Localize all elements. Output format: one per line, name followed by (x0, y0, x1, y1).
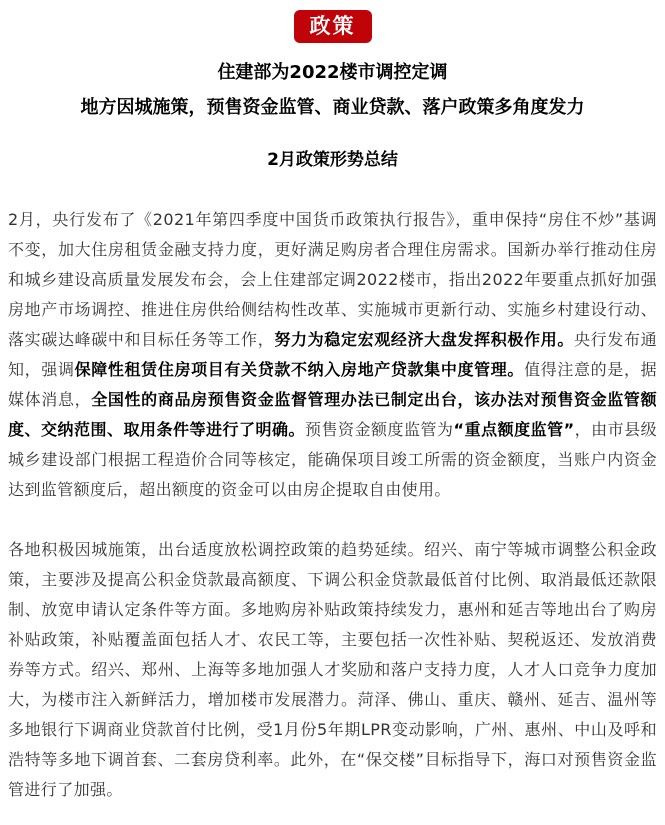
section-heading: 2月政策形势总结 (267, 150, 398, 170)
emphasis-text: 全国性的商品房预售资金监督管理办法已制定出台，该办法对预售资金监管额度、交纳范围、取用条件等进行了明确。 (8, 390, 657, 439)
paragraph-policy-summary-2 (8, 535, 657, 805)
body-text-run: 央行发布通知，强调 (8, 330, 658, 379)
body-text-run: 各地积极因城施策，出台适度放松调控政策的趋势延续。绍兴、南宁等城市调整公积金政策，主要涉及提高公积金贷款最高额度、下调公积金贷款最低首付比例、取消最低还款限制、放宽申请认定条件等方面。多地购房补贴政策持续发力，惠州和延吉等地出台了购房补贴政策，补贴覆盖面包括人才、农民工等，主要包括一次性补贴、契税返还、发放消费券等方式。绍兴、郑州、上海等多地加强人才奖励和落户支持力度，人才人口竞争力度加大，为楼市注入新鲜活力，增加楼市发展潜力。菏泽、佛山、重庆、赣州、延吉、温州等多地银行下调商业贷款首付比例，受1月份5年期LPR变动影响，广州、惠州、中山及呼和浩特等多地下调首套、二套房贷利率。此外，在“保交楼”目标指导下，海口对预售资金监管进行了加强。 (8, 540, 657, 799)
badge-container (8, 10, 657, 43)
body-text-run: 预售资金额度监管为 (305, 420, 454, 439)
emphasis-text: 努力为稳定宏观经济大盘发挥积极作用。 (274, 330, 575, 349)
paragraph-policy-summary-1 (8, 205, 657, 505)
emphasis-text: “重点额度监管” (453, 420, 575, 439)
article-title-line1: 住建部为2022楼市调控定调 (217, 62, 448, 83)
body-text-run: 值得注意的是，据媒体消息， (8, 360, 657, 409)
article-title-line2: 地方因城施策，预售资金监管、商业贷款、落户政策多角度发力 (80, 97, 585, 118)
body-text-run: 2月，央行发布了《2021年第四季度中国货币政策执行报告》，重申保持“房住不炒”基调不变，加大住房租赁金融支持力度，更好满足购房者合理住房需求。国新办举行推动住房和城乡建设高质量发展发布会，会上住建部定调2022楼市，指出2022年要重点抓好加强房地产市场调控、推进住房供给侧结构性改革、实施城市更新行动、实施乡村建设行动、落实碳达峰碳中和目标任务等工作， (8, 210, 657, 349)
body-text-run: ，由市县级城乡建设部门根据工程造价合同等核定，能确保项目竣工所需的资金额度，当账户内资金达到监管额度后，超出额度的资金可以由房企提取自由使用。 (8, 420, 658, 499)
emphasis-text: 保障性租赁住房项目有关贷款不纳入房地产贷款集中度管理。 (74, 360, 525, 379)
policy-badge: 政策 (294, 10, 372, 43)
article-body (8, 205, 657, 805)
